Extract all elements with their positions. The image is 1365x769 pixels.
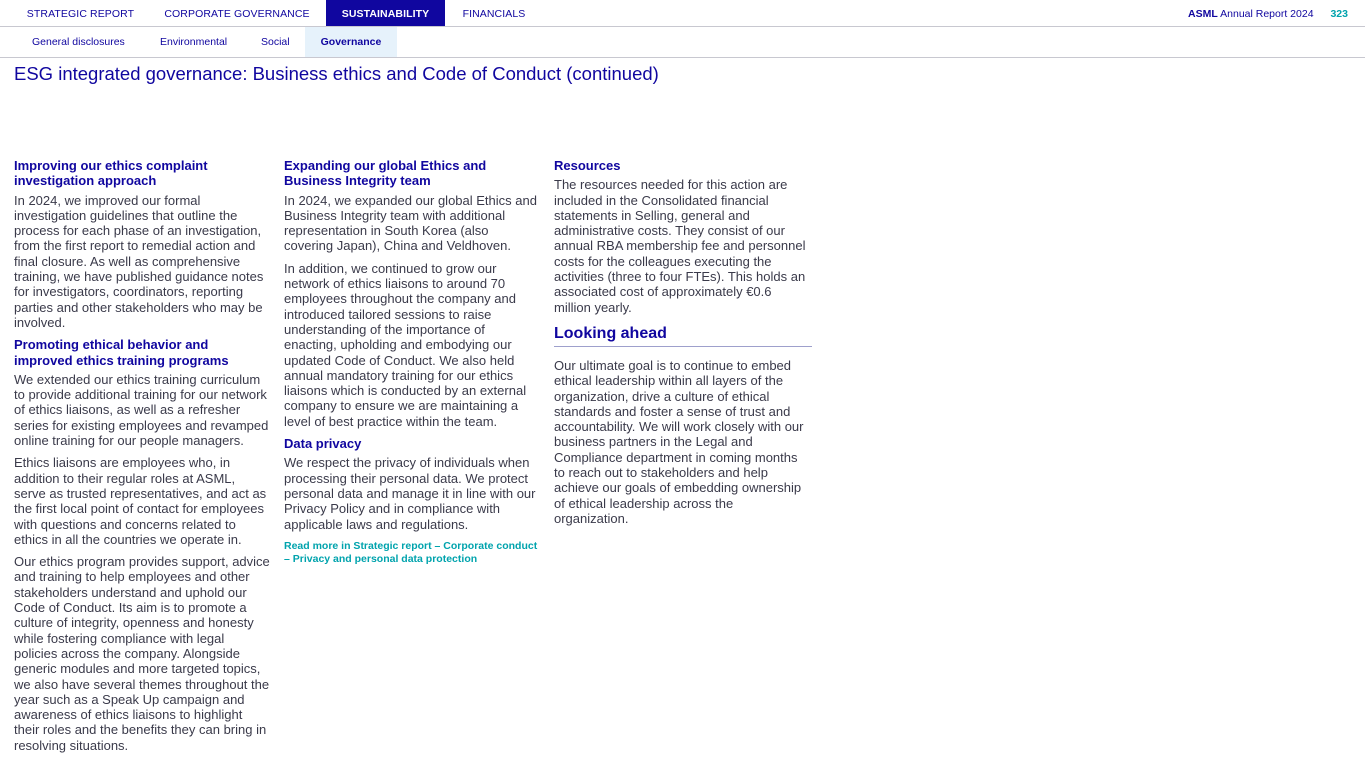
paragraph: We extended our ethics training curriculum to provide additional training for our network of ethics liaisons, as well as a refresher series for existing employees and revamped online training for our people managers. <box>14 371 269 449</box>
paragraph: In 2024, we improved our formal investigation guidelines that outline the process for each phase of an investigation, from the first report to remedial action and final closure. As well as comprehensive training, we have published guidance notes for investigators, coordinators, reporting parties and other stakeholders who may be involved. <box>14 192 264 330</box>
paragraph: Our ethics program provides support, advice and training to help employees and other stakeholders understand and uphold our Code of Conduct. Its aim is to promote a culture of integrity, openness and honesty while fostering compliance with legal policies across the company. Alongside generic modules and more targeted topics, we also have several themes throughout the year such as a Speak Up campaign and awareness of ethics liaisons to highlight their roles and the benefits they can bring in resolving situations. <box>14 554 270 753</box>
subtab-social[interactable]: Social <box>261 36 290 48</box>
page-number: 323 <box>1330 8 1348 20</box>
tab-strategic-report[interactable]: STRATEGIC REPORT <box>26 8 135 20</box>
column-3 <box>554 158 810 533</box>
brand-name: ASML <box>1188 8 1218 20</box>
paragraph: We respect the privacy of individuals when processing their personal data. We protect personal data and manage it in line with our Privacy Policy and in compliance with applicable laws and regulations. <box>284 455 536 532</box>
subtab-governance[interactable]: Governance <box>305 27 397 57</box>
paragraph: In addition, we continued to grow our network of ethics liaisons to around 70 employees throughout the company and introduced tailored sessions to raise understanding of the importance of enacting, upholding and embodying our updated Code of Conduct. We also held annual mandatory training for our ethics liaisons which is conducted by an external company to ensure we are maintaining a level of best practice within the team. <box>284 260 527 429</box>
tab-financials[interactable]: FINANCIALS <box>462 8 526 20</box>
subtab-general-disclosures[interactable]: General disclosures <box>32 36 125 48</box>
tab-sustainability[interactable]: SUSTAINABILITY <box>326 0 445 26</box>
heading-ethics-team: Expanding our global Ethics and Business Integrity team <box>284 158 487 189</box>
heading-looking-ahead: Looking ahead <box>554 325 812 347</box>
subtab-environmental[interactable]: Environmental <box>160 36 228 48</box>
page-title: ESG integrated governance: Business ethics and Code of Conduct (continued) <box>14 63 659 84</box>
heading-resources: Resources <box>554 158 621 173</box>
paragraph: Our ultimate goal is to continue to embed ethical leadership within all layers of the organization, drive a culture of ethical standards and foster a sense of trust and accountability. We will work closely with our business partners in the Legal and Compliance department in coming months to reach out to stakeholders and help achieve our goals of embedding ownership of ethical leadership across the organization. <box>554 357 804 526</box>
heading-data-privacy: Data privacy <box>284 436 362 452</box>
paragraph: Ethics liaisons are employees who, in addition to their regular roles at ASML, serve as trusted representatives, and act as the first local point of contact for employees with questions and concerns related to ethics in all the countries we operate in. <box>14 455 267 547</box>
report-header <box>1188 0 1348 26</box>
read-more-link[interactable]: Read more in Strategic report – Corporate conduct – Privacy and personal data protection <box>284 539 538 566</box>
paragraph: The resources needed for this action are included in the Consolidated financial statements in Selling, general and administrative costs. They consist of our annual RBA membership fee and personnel costs for the colleagues executing the activities (three to four FTEs). This holds an associated cost of approximately €0.6 million yearly. <box>554 177 806 315</box>
report-title: Annual Report 2024 <box>1220 8 1314 20</box>
column-1 <box>14 158 270 760</box>
sub-navigation <box>0 27 1365 58</box>
heading-ethics-training: Promoting ethical behavior and improved ethics training programs <box>14 337 229 368</box>
heading-complaint-investigation: Improving our ethics complaint investigation approach <box>14 158 208 189</box>
tab-corporate-governance[interactable]: CORPORATE GOVERNANCE <box>164 8 310 20</box>
top-navigation <box>0 0 1365 27</box>
column-2 <box>284 158 540 566</box>
paragraph: In 2024, we expanded our global Ethics and Business Integrity team with additional representation in South Korea (also covering Japan), China and Veldhoven. <box>284 192 537 254</box>
